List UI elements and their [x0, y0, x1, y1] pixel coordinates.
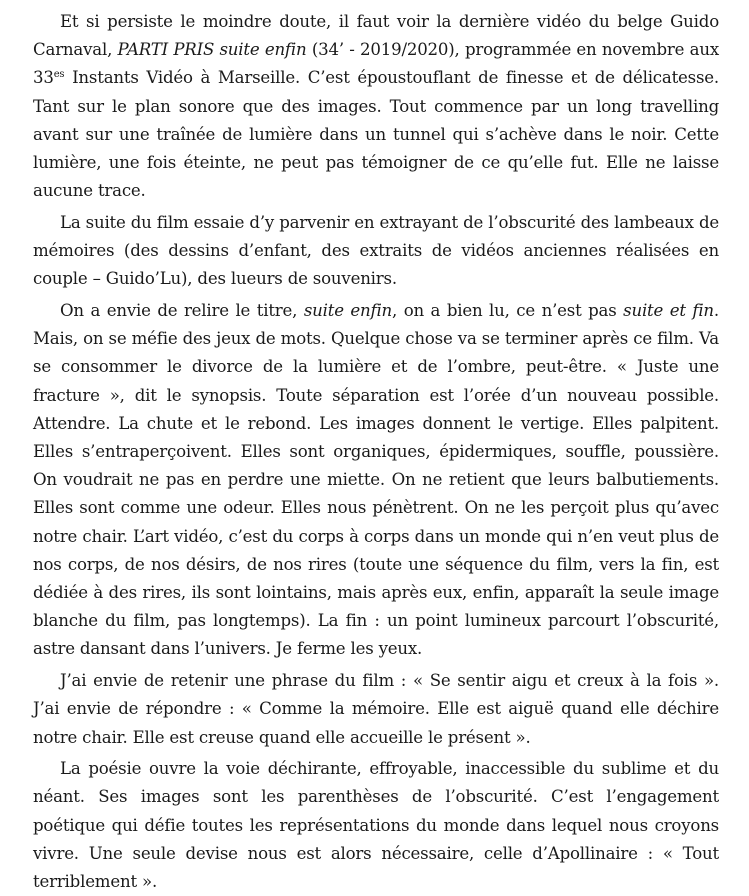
p3-text-2: , on a bien lu, ce n’est pas: [392, 301, 624, 321]
p5-text: La poésie ouvre la voie déchirante, effroyable, inaccessible du sublime et du néant. Ses images sont les parenthèses de l’obscurité. C’est l’engagement poétique qui défie toutes les représentations du monde dans lequel nous croyons vivre. Une seule devise nous est alors nécessaire, celle d’Apollinaire : « Tout terriblement ».: [33, 759, 719, 892]
p3-emphasis-1: suite enfin: [303, 301, 393, 321]
p3-text-3: . Mais, on se méfie des jeux de mots. Quelque chose va se terminer après ce film. Va se consommer le divorce de la lumière et de l’ombre, peut-être. « Juste une fracture », dit le synopsis. Toute séparation est l’orée d’un nouveau possible. Attendre. La chute et le rebond. Les images donnent le vertige. Elles palpitent. Elles s’entraperçoivent. Elles sont organiques, épidermiques, souffle, poussière. On voudrait ne pas en perdre une miette. On ne retient que leurs balbutiements. Elles sont comme une odeur. Elles nous pénètrent. On ne les perçoit plus qu’avec notre chair. L’art vidéo, c’est du corps à corps dans un monde qui n’en veut plus de nos corps, de nos désirs, de nos rires (toute une séquence du film, vers la fin, est dédiée à des rires, ils sont lointains, mais après eux, enfin, apparaît la seule image blanche du film, pas longtemps). La fin : un point lumineux parcourt l’obscurité, astre dansant dans l’univers. Je ferme les yeux.: [33, 301, 719, 659]
paragraph-1: [33, 8, 719, 205]
p2-text: La suite du film essaie d’y parvenir en extrayant de l’obscurité des lambeaux de mémoires (des dessins d’enfant, des extraits de vidéos anciennes réalisées en couple – Guido’Lu), des lueurs de souvenirs.: [33, 212, 719, 289]
ordinal-superscript: es: [53, 69, 65, 81]
film-title: PARTI PRIS suite enfin: [117, 40, 307, 60]
paragraph-2: [33, 209, 719, 294]
p3-text-1: On a envie de relire le titre,: [60, 301, 304, 321]
p4-text: J’ai envie de retenir une phrase du film : « Se sentir aigu et creux à la fois ». J’ai envie de répondre : « Comme la mémoire. Elle est aiguë quand elle déchire notre chair. Elle est creuse quand elle accueille le présent ».: [33, 671, 719, 747]
p1-text-1: Et si persiste le moindre doute, il faut voir la dernière vidéo du belge Guido Carnaval,: [33, 12, 719, 60]
p3-emphasis-2: suite et fin: [623, 301, 714, 321]
p1-text-3: Instants Vidéo à Marseille. C’est époustouflant de finesse et de délicatesse. Tant sur le plan sonore que des images. Tout commence par un long travelling avant sur une traînée de lumière dans un tunnel qui s’achève dans le noir. Cette lumière, une fois éteinte, ne peut pas témoigner de ce qu’elle fut. Elle ne laisse aucune trace.: [33, 68, 719, 201]
paragraph-3: [33, 297, 719, 664]
paragraph-4: [33, 667, 719, 752]
p1-text-2: (34’ - 2019/2020), programmée en novembre aux 33: [33, 40, 719, 88]
paragraph-5: [33, 755, 719, 896]
